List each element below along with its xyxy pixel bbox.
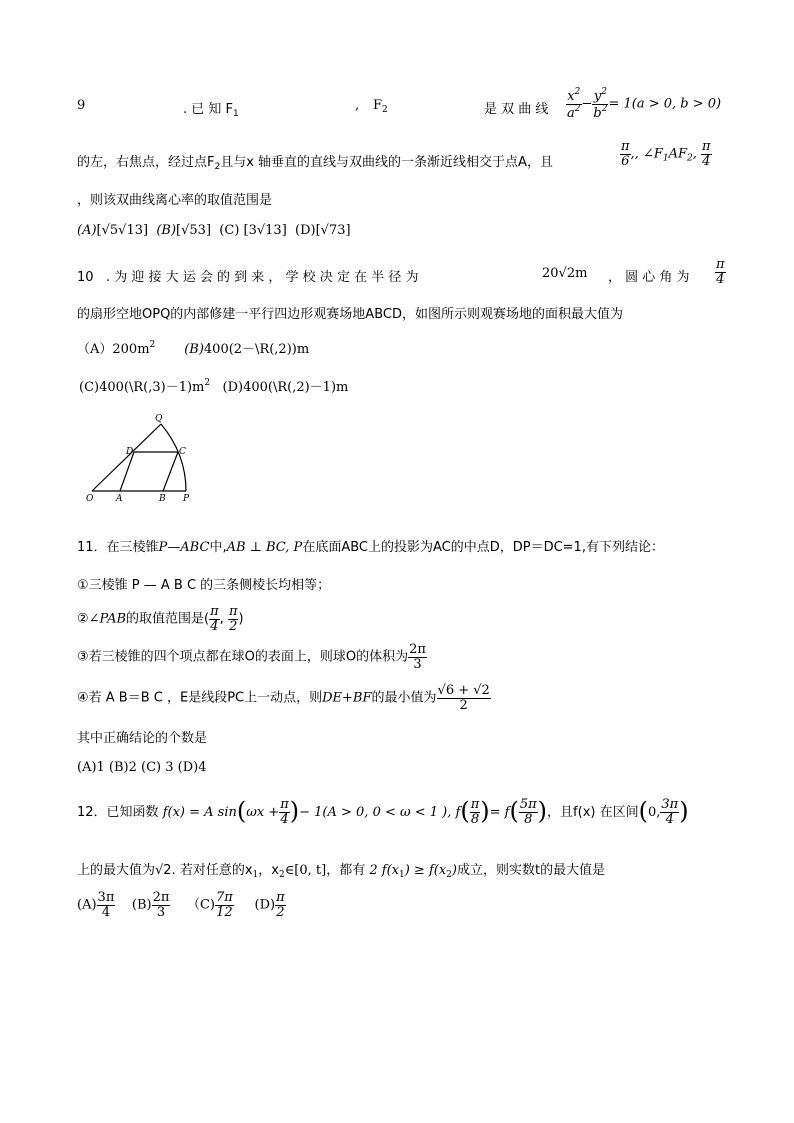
x2-over-a2: $\frac{x^2}{a^2}$ [567, 87, 581, 121]
segment-oq [92, 424, 161, 491]
q11-item3: ③若三棱锥的四个项点都在球O的表面上，则球O的体积为 $\frac{2\pi}{3}$ [77, 642, 426, 672]
q9-options: (A)[√5√13] (B)[√53] (C) [3√13] (D)[√73] [77, 223, 351, 238]
q9-line2: 的左，右焦点，经过点$F_2$且与x 轴垂直的直线与双曲线的一条渐近线相交于点A，且 [77, 155, 553, 172]
q11-item2: ②∠PAB的取值范围是( $\frac{\pi}{4}$ , $\frac{\pi}{2}$ ) [77, 604, 244, 634]
segment-cb [163, 452, 178, 491]
q11-options: (A)1 (B)2 (C) 3 (D)4 [77, 760, 207, 775]
q11-question: 其中正确结论的个数是 [77, 731, 208, 746]
q11-line1: 11．在三棱锥P—ABC中,AB ⊥ BC, P在底面ABC上的投影为AC的中点D，DP＝DC=1,有下列结论： [77, 540, 664, 555]
label-d: D [126, 447, 134, 457]
sector-figure [82, 410, 212, 510]
q10-options-cd: $(C)400(\backslash R(,3)-1)m^2$ (D)400(\R(,2)－1)m [79, 378, 349, 395]
q10-line2: 的扇形空地OPQ的内部修建一平行四边形观赛场地ABCD，如图所示则观赛场地的面积最大值为 [77, 307, 623, 322]
q10-radius: 20√2m [542, 266, 588, 281]
label-p: P [183, 494, 190, 504]
q12-options: (A) $\frac{3\pi}{4}$ (B) $\frac{2\pi}{3}$ （C) $\frac{7\pi}{12}$ (D) $\frac{\pi}{2}$ [77, 890, 285, 920]
q9-line1 [77, 98, 85, 113]
q10-options-ab: $(A)200m^2$ (B)400(2－\R(,2))m [77, 340, 310, 357]
label-c: C [179, 447, 186, 457]
q12-line1: 12．已知函数 f(x) = A sin(ωx + $\frac{\pi}{4}$ )− 1(A > 0, 0 < ω < 1 ), f( $\frac{\pi}{8}$ )= f( $\frac{5\pi}{8}$ )，且f(x) 在区间(0, $\frac{3\pi}{4}$ ) [77, 797, 689, 827]
label-b: B [159, 494, 166, 504]
arc-pq [161, 424, 186, 491]
q10-line1: 10 . 为 迎 接 大 运 会 的 到 来 ， 学 校 决 定 在 半 径 为 [77, 270, 419, 285]
q9-number: 9 [77, 98, 86, 113]
q10-angle-text: ， 圆 心 角 为 [608, 270, 690, 285]
q11-item4: ④若 A B＝B C ，E是线段PC上一动点，则DE+BF的最小值为 $\frac{√6 + √2}{2}$ [77, 683, 490, 713]
q10-angle: $\frac{\pi}{4}$ [716, 257, 725, 287]
y2-over-b2: $\frac{y^2}{b^2}$ [593, 87, 608, 121]
q9-hyperbola-equation: $\frac{x^2}{a^2}$ − $\frac{y^2}{b^2}$ = 1(a > 0, b > 0) [567, 87, 722, 121]
label-o: O [86, 494, 94, 504]
q9-line3: ，则该双曲线离心率的取值范围是 [77, 193, 273, 208]
q9-known-f1: . 已 知 $F_1$ [183, 102, 239, 119]
q11-item1: ①三棱锥 P — A B C 的三条侧棱长均相等； [77, 578, 331, 593]
q9-angle: $\frac{\pi}{6}$ ,, $\angle F_1AF_2$, $\frac{\pi}{4}$ [621, 139, 711, 169]
label-q: Q [155, 414, 163, 424]
q12-line2: 上的最大值为√2. 若对任意的$x_1$，$x_2\in[0$, t]，都有 2 $f(x_1) \ge f(x_2)$成立，则实数t的最大值是 [77, 863, 606, 880]
q9-f2: $F_2$ [373, 98, 388, 115]
label-a: A [116, 494, 123, 504]
q9-is-hyperbola: 是 双 曲 线 [484, 102, 549, 117]
q9-comma: , [355, 98, 360, 113]
